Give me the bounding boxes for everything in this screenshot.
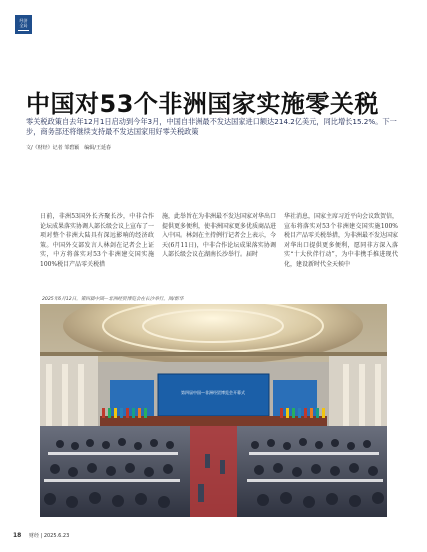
body-column-2: 施，此举旨在为非洲最不发达国家对华出口提供更多便利，使非洲国家更多优质商品进入中国。林剑在主持例行记者会上表示，今天(6月11日)，中非合作论坛成果落实协调人部长级会议在湖南长沙举行。届时 [162,213,277,259]
article-lede: 零关税政策自去年12月1日启动到今年3月，中国自非洲最不发达国家进口额达214.2亿美元，同比增长15.2%。下一步，商务部还将继续支持最不发达国家用好零关税政策 [26,117,397,136]
photo-caption: 2025年6月12日，第四届中国—非洲经贸博览会在长沙举行。图/新华 [42,297,184,302]
badge-line-2: 全局 [19,23,28,28]
main-screen-text: 第四届中国—非洲经贸博览会开幕式 [181,390,245,395]
page-number: 18 [13,532,22,539]
article-byline: 文/《财经》记者 邹碧颖 编辑/王延春 [26,145,111,151]
page-footer [13,532,69,539]
body-column-1: 日前，非洲53国外长齐聚长沙，中非合作论坛成果落实协调人部长级会议上宣布了一项对整个非洲大陆具有深远影响的经济政策。中国外交部发言人林剑在记者会上证实，中方将落实对53个非洲建交国实施100%税目产品零关税措 [40,213,155,268]
badge-bar [18,30,29,31]
article-title: 中国对53个非洲国家实施零关税 [26,90,379,118]
main-screen [158,374,269,416]
section-badge [15,15,32,34]
body-column-3: 华社消息，国家主席习近平向会议致贺信，宣布将落实对53个非洲建交国实施100%税目产品零关税举措，为非洲最不发达国家对华出口提供更多便利，愿同非方深入落实“十大伙伴行动”，为中非携手推进现代化，建设新时代全天候中 [284,213,399,268]
badge-line-1: 经济 [19,18,28,23]
conference-photo [40,304,387,517]
issue-info: 财经 | 2025.6.23 [28,533,70,539]
